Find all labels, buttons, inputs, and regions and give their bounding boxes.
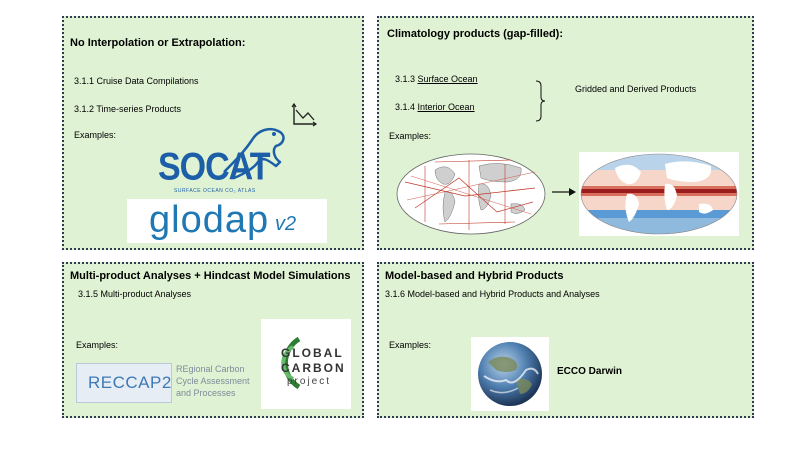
glodap-wordmark: glodap — [149, 199, 270, 241]
examples-label: Examples: — [74, 130, 117, 140]
cruise-tracks-map — [395, 152, 547, 236]
item-cruise-data: 3.1.1 Cruise Data Compilations — [74, 76, 199, 86]
examples-label: Examples: — [389, 340, 432, 350]
panel-title: Multi-product Analyses + Hindcast Model Simulations — [70, 270, 351, 282]
item-time-series: 3.1.2 Time-series Products — [74, 104, 182, 114]
panel-title: No Interpolation or Extrapolation: — [70, 37, 246, 49]
brace-label: Gridded and Derived Products — [575, 84, 697, 94]
reccap2-line3: and Processes — [176, 388, 236, 398]
examples-label: Examples: — [389, 131, 432, 141]
reccap2-logo — [76, 363, 256, 405]
reccap2-wordmark: RECCAP2 — [88, 373, 172, 392]
item-surface-ocean: 3.1.3 Surface Ocean — [395, 74, 478, 84]
glodap-version: v2 — [275, 213, 297, 235]
panel-model-hybrid — [377, 262, 754, 418]
panel-no-interpolation — [62, 16, 364, 250]
reccap2-line2: Cycle Assessment — [176, 376, 250, 386]
right-brace-icon — [535, 80, 547, 122]
global-carbon-project-logo — [261, 319, 351, 409]
ecco-darwin-image — [471, 337, 549, 411]
socat-logo — [156, 122, 296, 200]
interior-ocean-link[interactable]: Interior Ocean — [417, 102, 475, 112]
panel-multi-product — [62, 262, 364, 418]
reccap2-line1: REgional Carbon — [176, 364, 245, 374]
gcp-line3: project — [287, 376, 332, 387]
panel-title: Climatology products (gap-filled): — [387, 28, 563, 40]
item-interior-ocean: 3.1.4 Interior Ocean — [395, 102, 475, 112]
examples-label: Examples: — [76, 340, 119, 350]
panel-title: Model-based and Hybrid Products — [385, 270, 564, 282]
glodap-logo — [127, 199, 327, 243]
arrow-icon — [551, 186, 577, 198]
gcp-line1: GLOBAL — [281, 346, 344, 360]
gridded-product-map — [579, 152, 739, 236]
item-multi-product: 3.1.5 Multi-product Analyses — [78, 289, 192, 299]
gcp-line2: CARBON — [281, 361, 346, 375]
item-model-based: 3.1.6 Model-based and Hybrid Products and Analyses — [385, 289, 600, 299]
socat-wordmark: SOCAT — [158, 145, 270, 189]
globe-icon — [476, 340, 544, 408]
panel-climatology — [377, 16, 754, 250]
socat-tagline: SURFACE OCEAN CO₂ ATLAS — [174, 188, 256, 194]
ecco-darwin-label: ECCO Darwin — [557, 366, 623, 377]
surface-ocean-link[interactable]: Surface Ocean — [417, 74, 478, 84]
